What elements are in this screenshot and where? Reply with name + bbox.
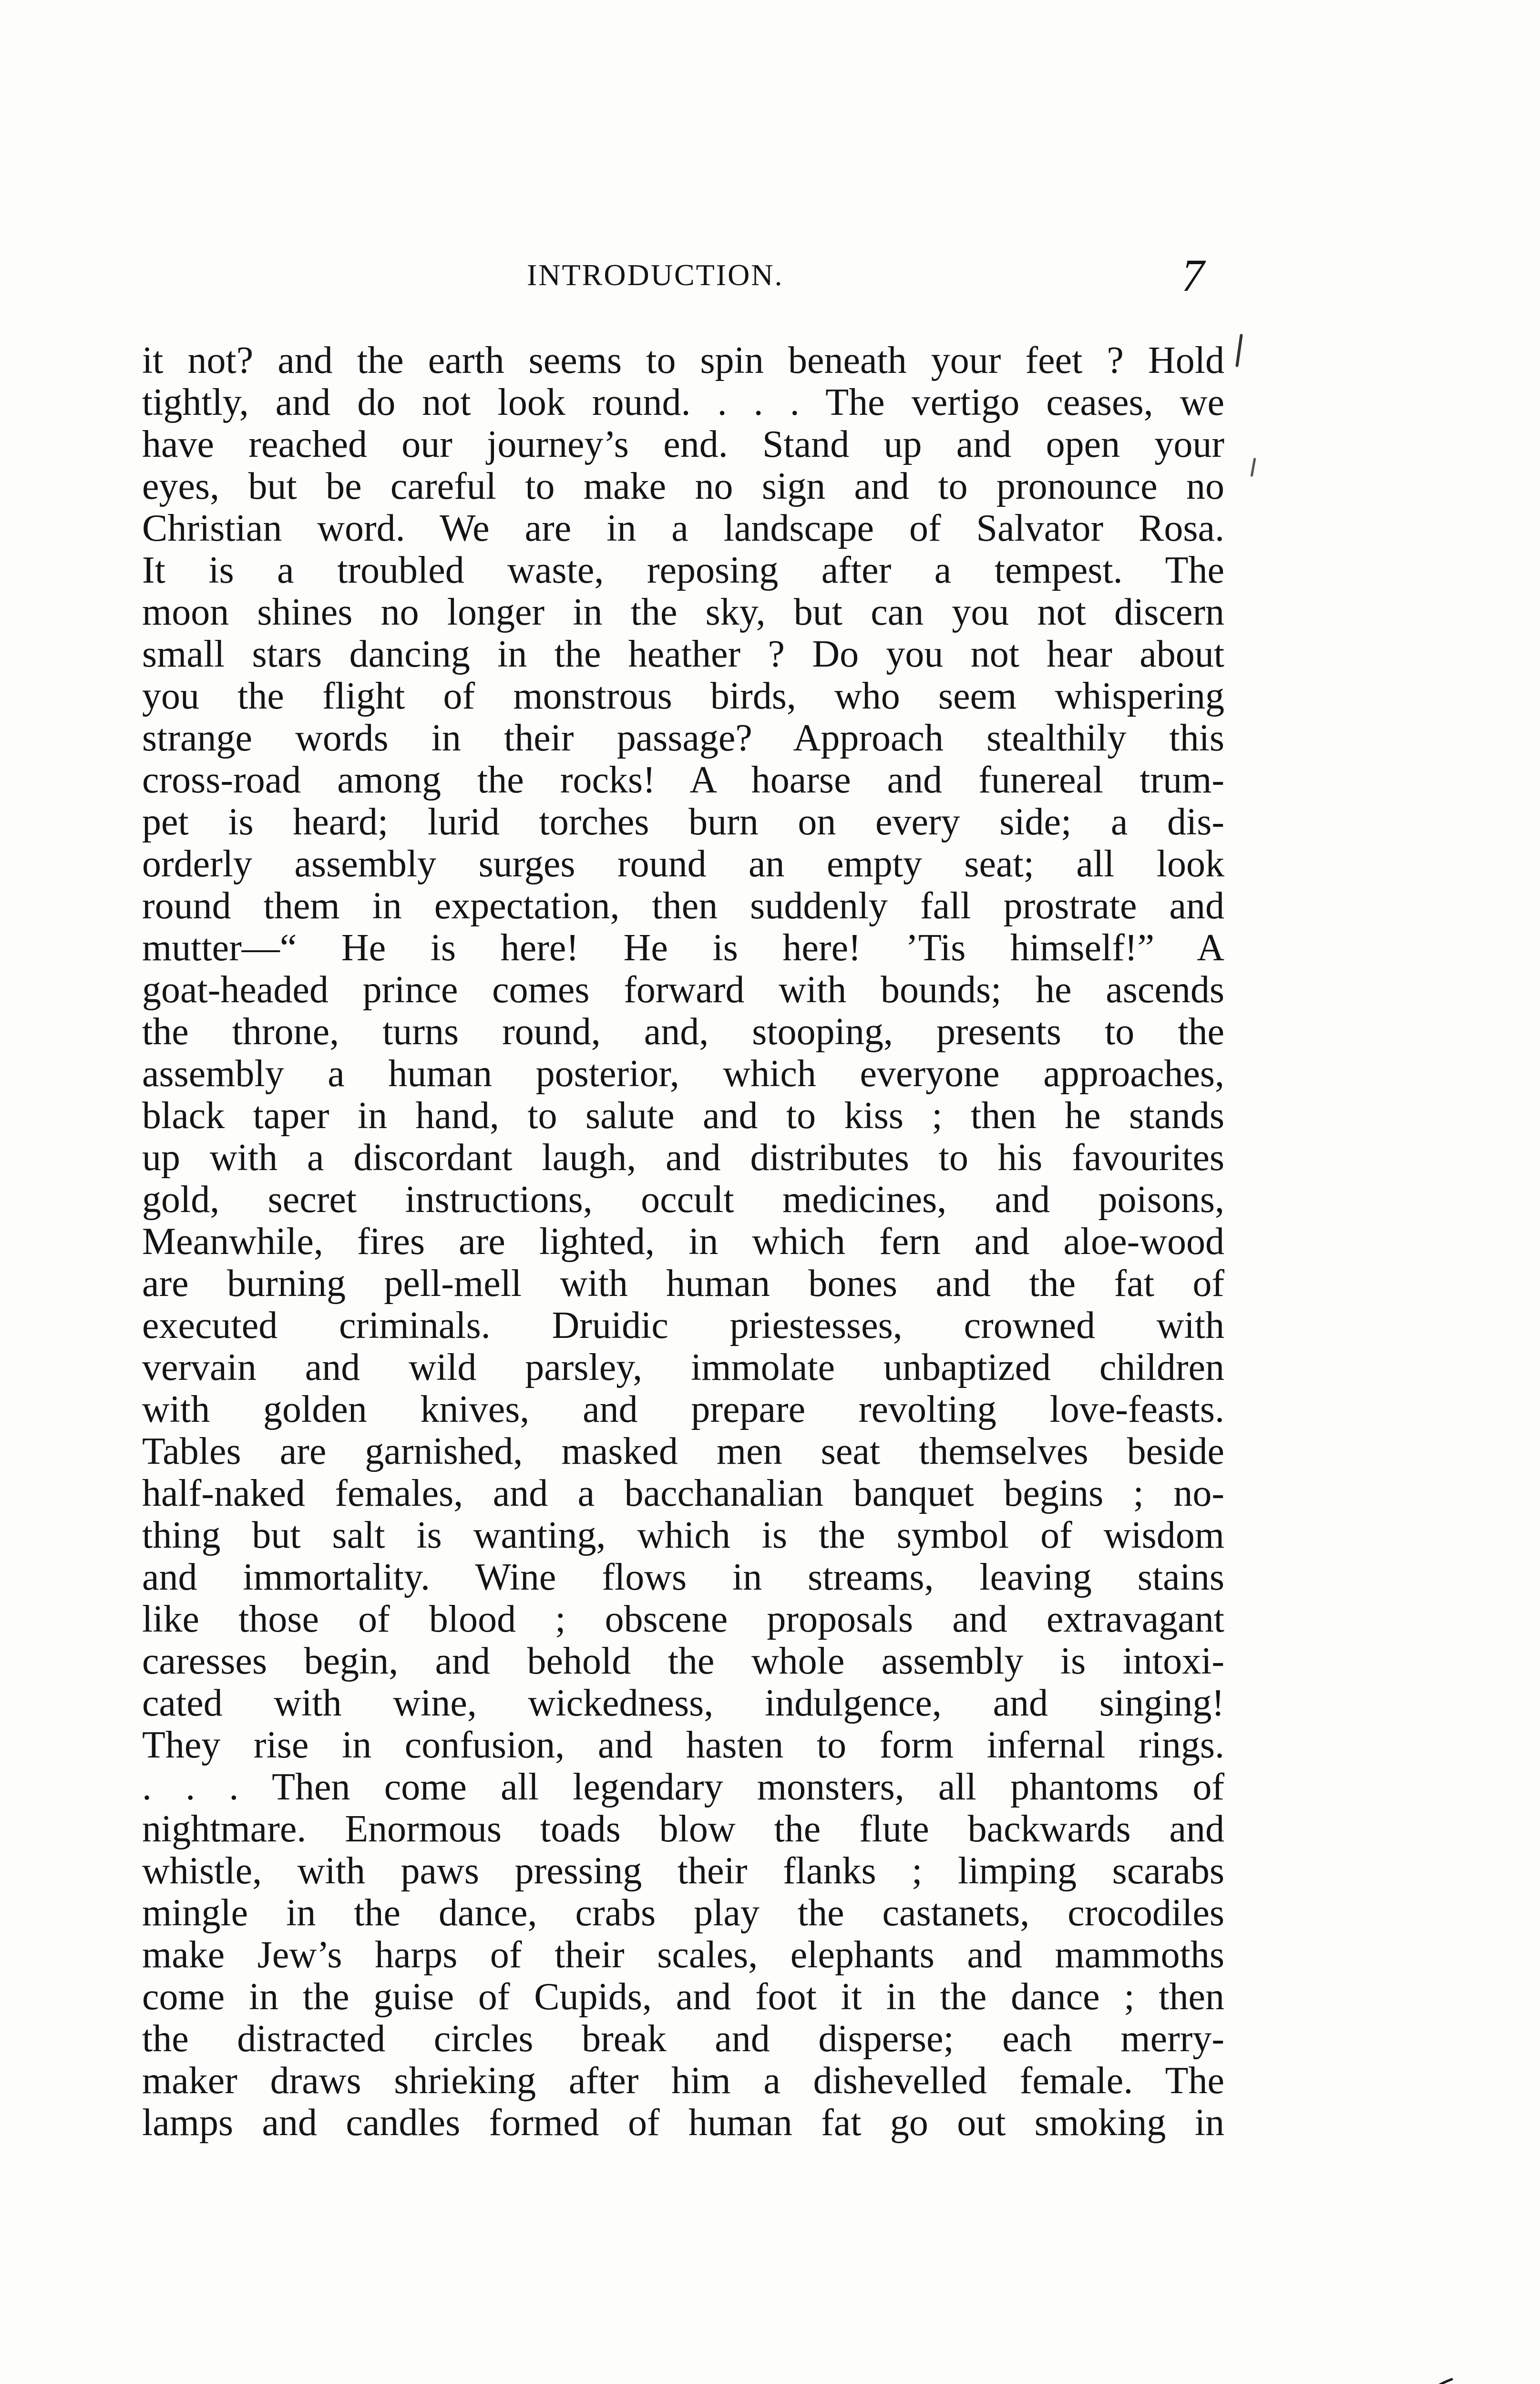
text-line: pet is heard; lurid torches burn on every side; a dis- bbox=[142, 801, 1224, 843]
text-line: like those of blood ; obscene proposals and extravagant bbox=[142, 1598, 1224, 1640]
text-line: strange words in their passage? Approach stealthily this bbox=[142, 717, 1224, 759]
text-line: half-naked females, and a bacchanalian banquet begins ; no- bbox=[142, 1472, 1224, 1514]
text-line: Meanwhile, fires are lighted, in which fern and aloe-wood bbox=[142, 1221, 1224, 1263]
text-line: come in the guise of Cupids, and foot it in the dance ; then bbox=[142, 1976, 1224, 2018]
text-line: small stars dancing in the heather ? Do you not hear about bbox=[142, 633, 1224, 675]
text-line: round them in expectation, then suddenly fall prostrate and bbox=[142, 885, 1224, 927]
text-line: and immortality. Wine flows in streams, leaving stains bbox=[142, 1556, 1224, 1598]
text-line: Tables are garnished, masked men seat themselves beside bbox=[142, 1430, 1224, 1472]
text-line: . . . Then come all legendary monsters, all phantoms of bbox=[142, 1766, 1224, 1808]
text-line: mingle in the dance, crabs play the castanets, crocodiles bbox=[142, 1892, 1224, 1934]
margin-pencil-mark bbox=[1235, 334, 1243, 367]
text-line: gold, secret instructions, occult medicines, and poisons, bbox=[142, 1179, 1224, 1221]
text-line: are burning pell-mell with human bones and the fat of bbox=[142, 1263, 1224, 1305]
body-text-block bbox=[142, 339, 1224, 2144]
text-line: it not? and the earth seems to spin beneath your feet ? Hold bbox=[142, 339, 1224, 381]
text-line: vervain and wild parsley, immolate unbaptized children bbox=[142, 1346, 1224, 1388]
text-line: the distracted circles break and disperse; each merry- bbox=[142, 2018, 1224, 2060]
text-line: moon shines no longer in the sky, but can you not discern bbox=[142, 591, 1224, 633]
text-line: whistle, with paws pressing their flanks ; limping scarabs bbox=[142, 1850, 1224, 1892]
text-line: black taper in hand, to salute and to kiss ; then he stands bbox=[142, 1095, 1224, 1137]
text-line: executed criminals. Druidic priestesses, crowned with bbox=[142, 1305, 1224, 1346]
text-line: cross-road among the rocks! A hoarse and funereal trum- bbox=[142, 759, 1224, 801]
text-line: with golden knives, and prepare revolting love-feasts. bbox=[142, 1388, 1224, 1430]
text-line: up with a discordant laugh, and distributes to his favourites bbox=[142, 1137, 1224, 1179]
text-line: the throne, turns round, and, stooping, presents to the bbox=[142, 1011, 1224, 1053]
text-line: thing but salt is wanting, which is the symbol of wisdom bbox=[142, 1514, 1224, 1556]
margin-pencil-mark bbox=[1251, 458, 1256, 477]
text-line: nightmare. Enormous toads blow the flute backwards and bbox=[142, 1808, 1224, 1850]
text-line: Christian word. We are in a landscape of Salvator Rosa. bbox=[142, 507, 1224, 549]
text-line: goat-headed prince comes forward with bounds; he ascends bbox=[142, 969, 1224, 1011]
text-line: have reached our journey’s end. Stand up and open your bbox=[142, 423, 1224, 465]
text-line: orderly assembly surges round an empty seat; all look bbox=[142, 843, 1224, 885]
text-line: maker draws shrieking after him a dishevelled female. The bbox=[142, 2060, 1224, 2102]
text-line: cated with wine, wickedness, indulgence, and singing! bbox=[142, 1682, 1224, 1724]
text-line: They rise in confusion, and hasten to form infernal rings. bbox=[142, 1724, 1224, 1766]
page-number: 7 bbox=[1181, 250, 1204, 301]
text-line: It is a troubled waste, reposing after a tempest. The bbox=[142, 549, 1224, 591]
text-line: you the flight of monstrous birds, who seem whispering bbox=[142, 675, 1224, 717]
text-line: assembly a human posterior, which everyone approaches, bbox=[142, 1053, 1224, 1095]
text-line: caresses begin, and behold the whole assembly is intoxi- bbox=[142, 1640, 1224, 1682]
text-line: mutter—“ He is here! He is here! ’Tis himself!” A bbox=[142, 927, 1224, 969]
text-line: make Jew’s harps of their scales, elephants and mammoths bbox=[142, 1934, 1224, 1976]
text-line: tightly, and do not look round. . . . The vertigo ceases, we bbox=[142, 381, 1224, 423]
pen-flourish-mark bbox=[1411, 2377, 1454, 2384]
text-line: eyes, but be careful to make no sign and to pronounce no bbox=[142, 465, 1224, 507]
running-head-title: INTRODUCTION. bbox=[527, 258, 784, 292]
text-line: lamps and candles formed of human fat go out smoking in bbox=[142, 2102, 1224, 2144]
